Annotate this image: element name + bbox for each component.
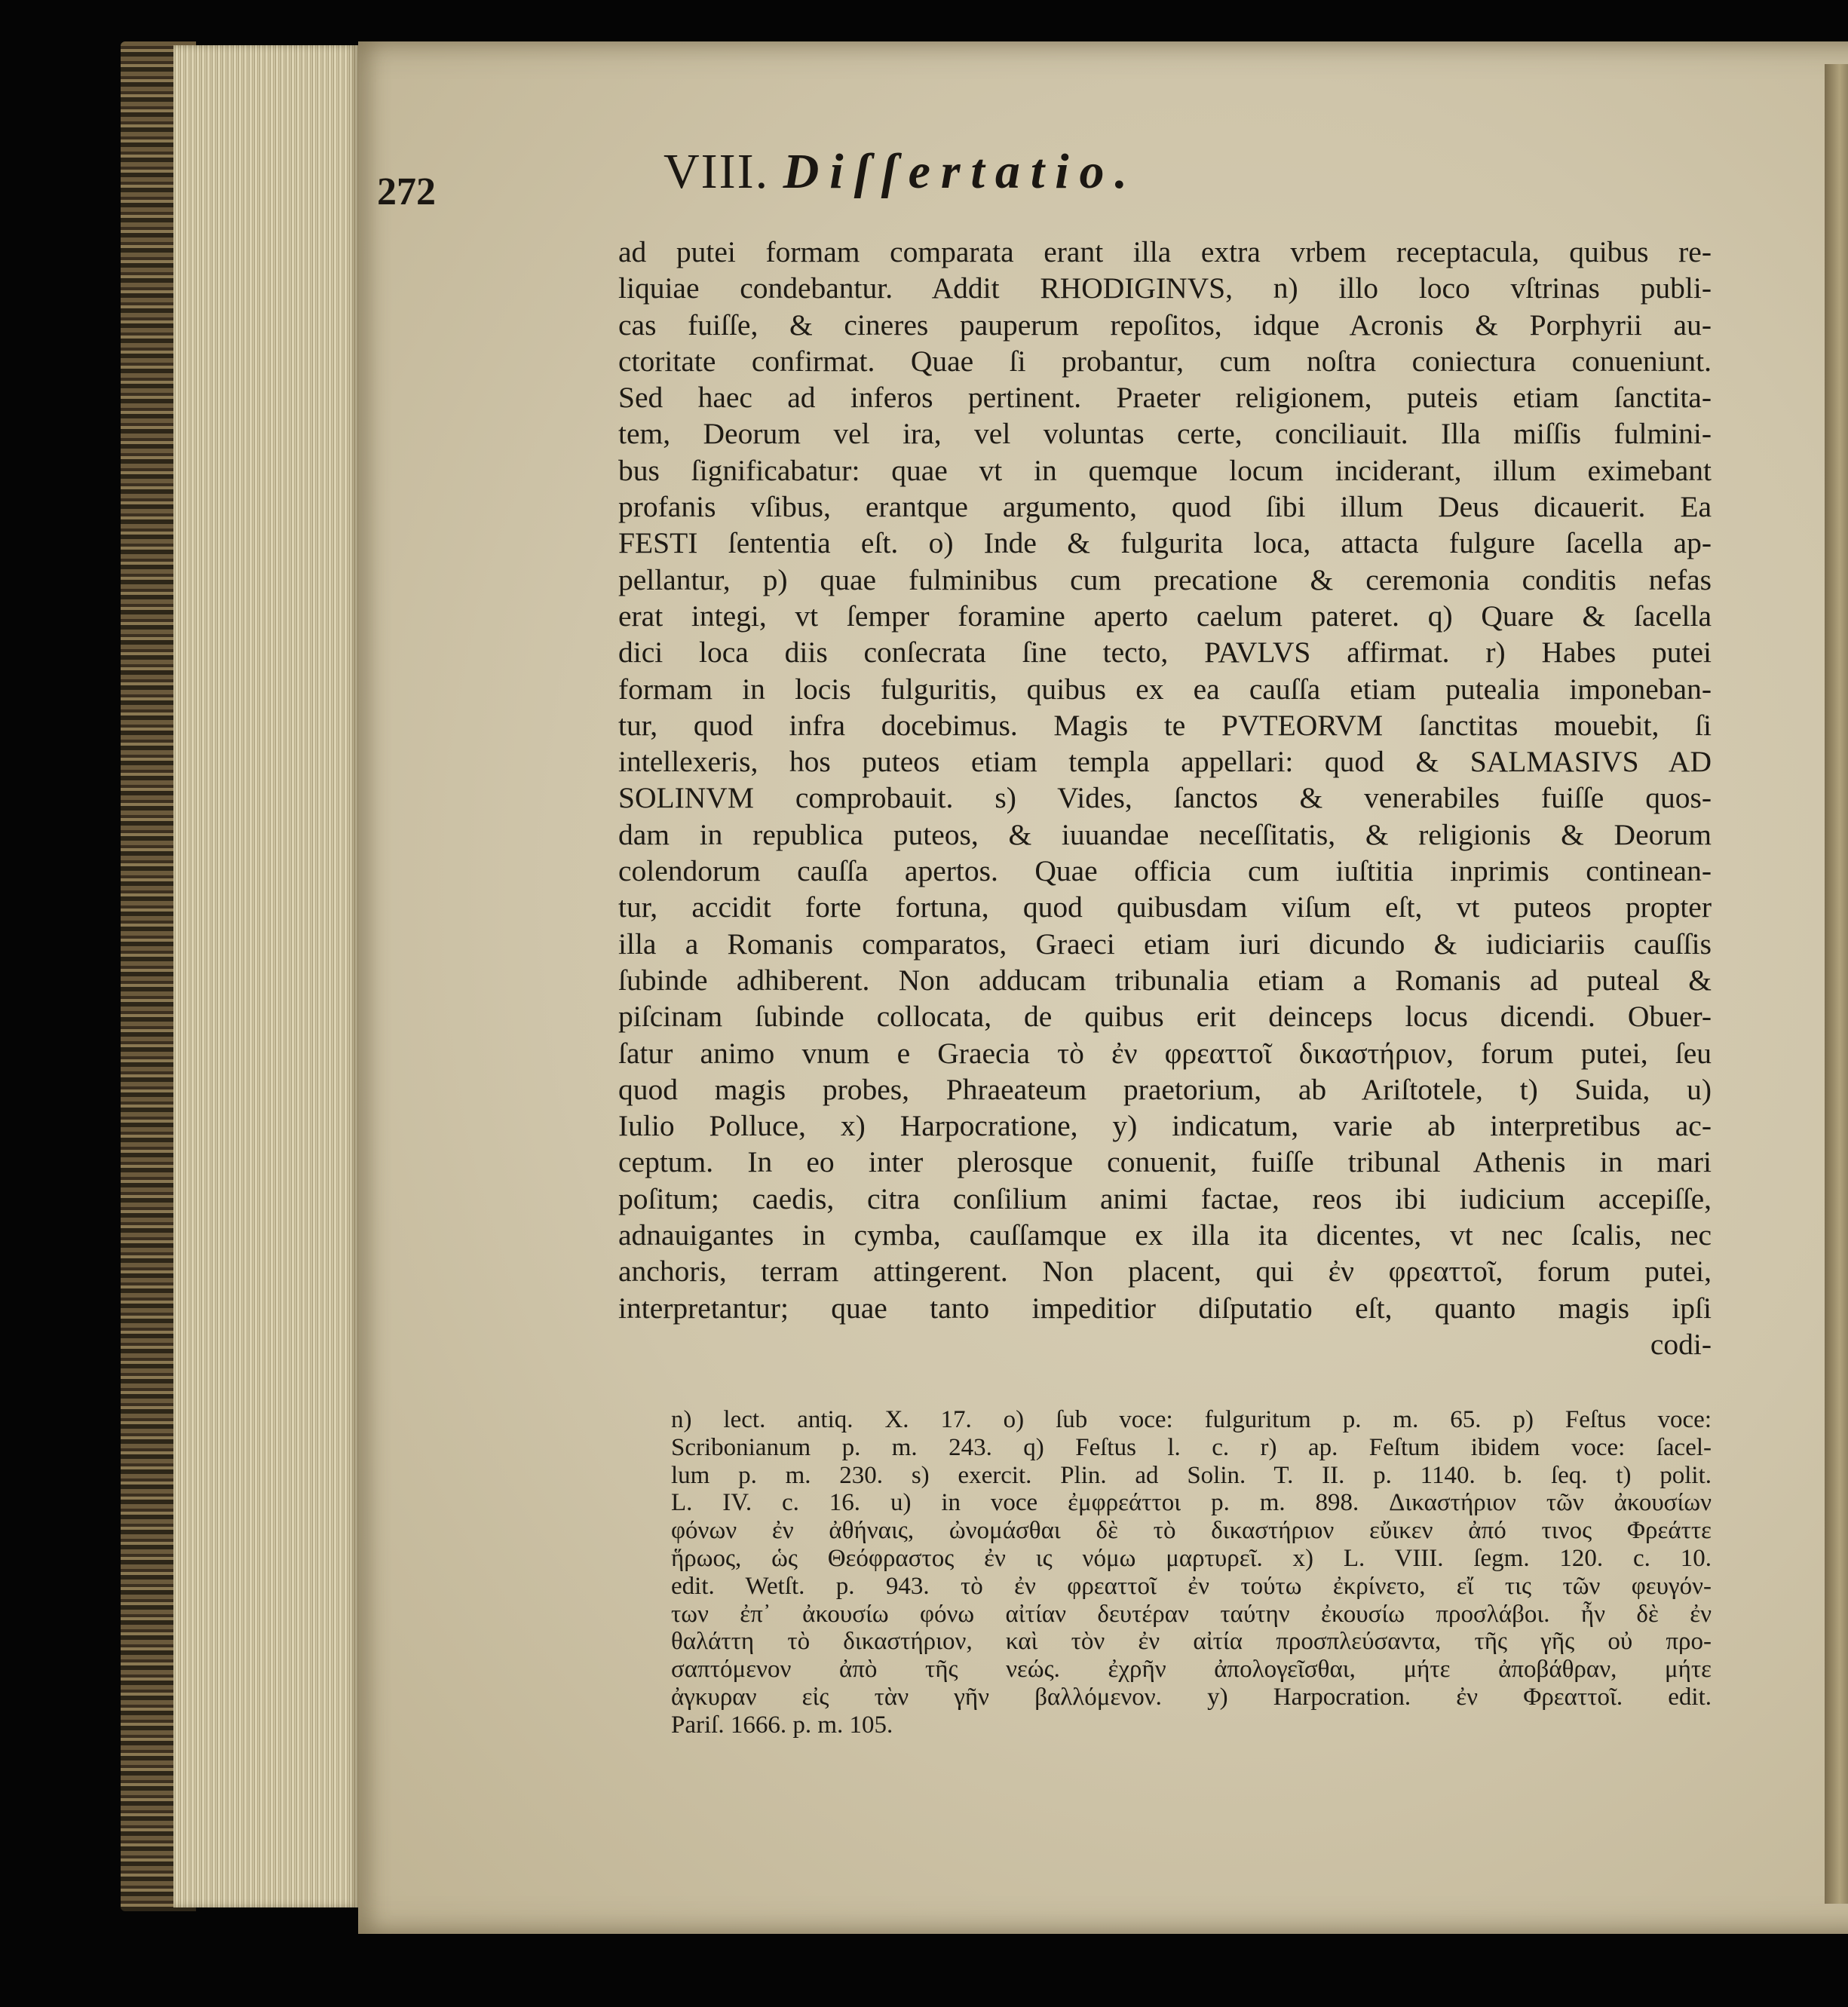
text-line: ceptum. In eo inter plerosque conuenit, fuiſſe tribunal Athenis in mari: [618, 1145, 1712, 1179]
next-page-edge: [1825, 64, 1848, 1904]
text-line: tem, Deorum vel ira, vel voluntas certe, conciliauit. Illa miſſis fulmini-: [618, 417, 1712, 451]
page-block-edge: [173, 45, 358, 1907]
page-header: [377, 128, 1712, 219]
text-line: SOLINVM comprobauit. s) Vides, ſanctos & venerabiles fuiſſe quos-: [618, 781, 1712, 815]
footnote-line: σαπτόμενον ἀπὸ τῆς νεώς. ἐχρῆν ἀπολογεῖσθαι, μήτε ἀποβάθραν, μήτε: [671, 1656, 1712, 1684]
text-line: illa a Romanis comparatos, Graeci etiam iuri dicundo & iudiciariis cauſſis: [618, 927, 1712, 961]
footnote-line: Scribonianum p. m. 243. q) Feſtus l. c. r) ap. Feſtum ibidem voce: ſacel-: [671, 1433, 1712, 1461]
text-line: ſatur animo vnum e Graecia τὸ ἐν φρεαττοῖ δικαστήριον, forum putei, ſeu: [618, 1036, 1712, 1070]
text-line: tur, quod infra docebimus. Magis te PVTEORVM ſanctitas mouebit, ſi: [618, 708, 1712, 742]
running-head: [664, 143, 1138, 201]
text-line: ſubinde adhiberent. Non adducam tribunalia etiam a Romanis ad puteal &: [618, 963, 1712, 997]
text-line: profanis vſibus, erantque argumento, quod ſibi illum Deus dicauerit. Ea: [618, 490, 1712, 524]
footnote-line: L. IV. c. 16. u) in voce ἐμφρεάττοι p. m. 898. Δικαστήριον τῶν ἀκουσίων: [671, 1489, 1712, 1517]
text-line: liquiae condebantur. Addit RHODIGINVS, n) illo loco vſtrinas publi-: [618, 271, 1712, 305]
footnote-line: n) lect. antiq. X. 17. o) ſub voce: fulguritum p. m. 65. p) Feſtus voce:: [671, 1406, 1712, 1433]
text-line: bus ſignificabatur: quae vt in quemque locum inciderant, illum eximebant: [618, 453, 1712, 487]
footnote-line: φόνων ἐν ἀθήναις, ὠνομάσθαι δὲ τὸ δικαστήριον εὔικεν ἀπό τινος Φρεάττε: [671, 1517, 1712, 1545]
text-line: formam in locis fulguritis, quibus ex ea cauſſa etiam putealia imponeban-: [618, 672, 1712, 706]
footnote-line: των ἐπ᾽ ἀκουσίω φόνω αἰτίαν δευτέραν ταύτην ἐκουσίω προσλάβοι. ἦν δὲ ἐν: [671, 1600, 1712, 1628]
text-line: Iulio Polluce, x) Harpocratione, y) indicatum, varie ab interpretibus ac-: [618, 1109, 1712, 1143]
text-line: interpretantur; quae tanto impeditior diſputatio eſt, quanto magis ipſi: [618, 1291, 1712, 1325]
footnote-line: ἀγκυραν εἰς τὰν γῆν βαλλόμενον. y) Harpocration. ἐν Φρεαττοῖ. edit.: [671, 1683, 1712, 1711]
text-line: dici loca diis conſecrata ſine tecto, PAVLVS affirmat. r) Habes putei: [618, 636, 1712, 670]
text-line: dam in republica puteos, & iuuandae neceſſitatis, & religionis & Deorum: [618, 817, 1712, 851]
text-line: colendorum cauſſa apertos. Quae officia cum iuſtitia inprimis continean-: [618, 854, 1712, 888]
footnotes: [671, 1406, 1712, 1739]
main-text: [618, 234, 1712, 1362]
footnote-line: lum p. m. 230. s) exercit. Plin. ad Solin. T. II. p. 1140. b. ſeq. t) polit.: [671, 1461, 1712, 1489]
text-line: tur, accidit forte fortuna, quod quibusdam viſum eſt, vt puteos propter: [618, 890, 1712, 924]
text-line: Sed haec ad inferos pertinent. Praeter religionem, puteis etiam ſanctita-: [618, 381, 1712, 415]
page-number: 272: [377, 170, 436, 213]
footnote-line: ἥρωος, ὡς Θεόφραστος ἐν ις νόμω μαρτυρεῖ. x) L. VIII. ſegm. 120. c. 10.: [671, 1544, 1712, 1572]
running-head-word: Diſſertatio.: [783, 144, 1139, 199]
text-line: adnauigantes in cymba, cauſſamque ex illa ita dicentes, vt nec ſcalis, nec: [618, 1218, 1712, 1252]
text-line: anchoris, terram attingerent. Non placent, qui ἐν φρεαττοῖ, forum putei,: [618, 1255, 1712, 1288]
text-line: cas fuiſſe, & cineres pauperum repoſitos, idque Acronis & Porphyrii au-: [618, 308, 1712, 342]
text-line: piſcinam ſubinde collocata, de quibus erit deinceps locus dicendi. Obuer-: [618, 1000, 1712, 1034]
footnote-line: θαλάττη τὸ δικαστήριον, καὶ τὸν ἐν αἰτία προσπλεύσαντα, τῆς γῆς οὐ προ-: [671, 1628, 1712, 1656]
footnote-line: edit. Wetſt. p. 943. τὸ ἐν φρεαττοῖ ἐν τούτω ἐκρίνετο, εἴ τις τῶν φευγόν-: [671, 1572, 1712, 1600]
text-line: intellexeris, hos puteos etiam templa appellari: quod & SALMASIVS AD: [618, 745, 1712, 779]
text-line: quod magis probes, Phraeateum praetorium, ab Ariſtotele, t) Suida, u): [618, 1072, 1712, 1106]
text-line: FESTI ſententia eſt. o) Inde & fulgurita loca, attacta fulgure ſacella ap-: [618, 526, 1712, 560]
text-line: ctoritate confirmat. Quae ſi probantur, cum noſtra coniectura conueniunt.: [618, 344, 1712, 378]
text-line: erat integi, vt ſemper foramine aperto caelum pateret. q) Quare & ſacella: [618, 599, 1712, 633]
text-line: ad putei formam comparata erant illa extra vrbem receptacula, quibus re-: [618, 235, 1712, 268]
text-line: pellantur, p) quae fulminibus cum precatione & ceremonia conditis nefas: [618, 562, 1712, 596]
text-line: poſitum; caedis, citra conſilium animi factae, reos ibi iudicium accepiſſe,: [618, 1181, 1712, 1215]
footnote-line: Pariſ. 1666. p. m. 105.: [671, 1711, 893, 1739]
text-line: codi-: [1650, 1327, 1712, 1361]
running-head-numeral: VIII.: [664, 144, 770, 199]
